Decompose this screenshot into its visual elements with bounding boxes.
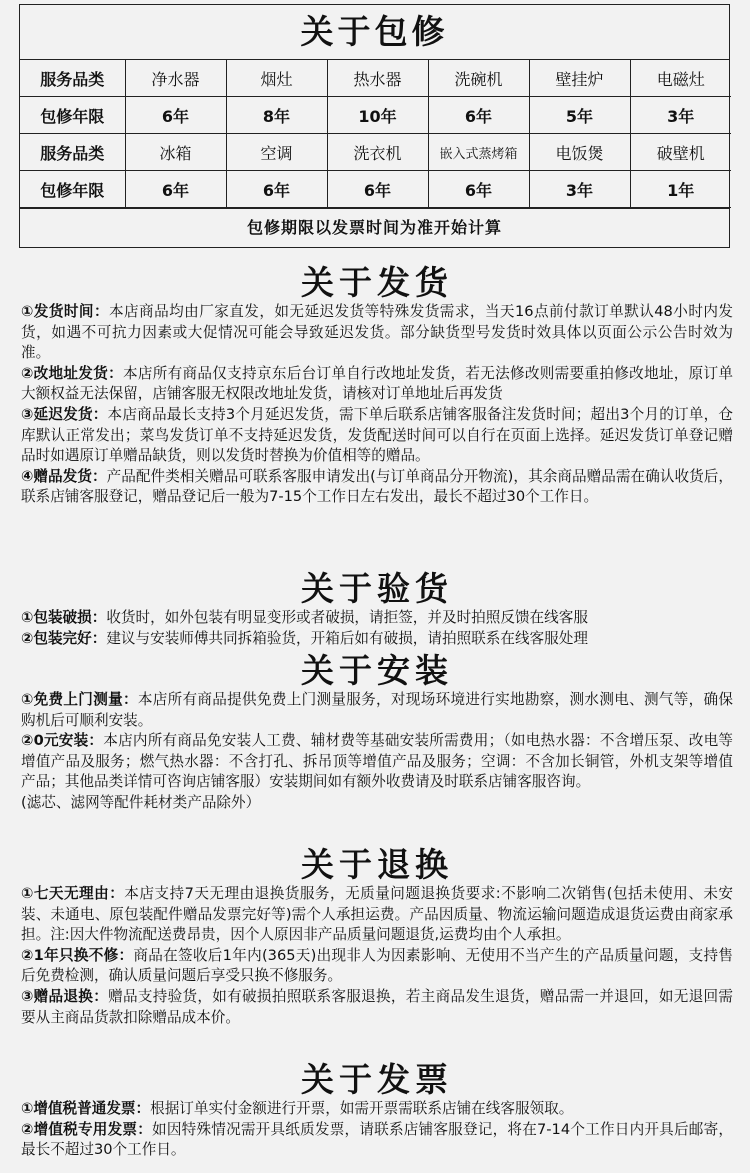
table-cell: 洗衣机 [327,134,428,171]
table-cell: 3年 [630,97,731,134]
policy-item [21,302,733,364]
shipping-section [21,264,733,508]
policy-item-label: ③延迟发货： [21,405,108,423]
policy-item [21,946,733,987]
invoice-section [21,1061,733,1161]
policy-item-text: 产品配件类相关赠品可联系客服申请发出(与订单商品分开物流)，其余商品赠品需在确认收货后，联系店铺客服登记，赠品登记后一般为7-15个工作日左右发出，最长不超过30个工作日。 [21,467,733,506]
table-cell: 5年 [529,97,630,134]
policy-item-label: ④赠品发货： [21,467,107,485]
policy-item-label: ②包装完好： [21,629,107,647]
policy-item-label: ①七天无理由： [21,885,125,902]
policy-item [21,793,733,814]
policy-item-text: 建议与安装师傅共同拆箱验货，开箱后如有破损，请拍照联系在线客服处理 [106,629,588,647]
policy-item-label: ①增值税普通发票： [21,1100,151,1117]
policy-item-text: 收货时，如外包装有明显变形或者破损，请拒签，并及时拍照反馈在线客服 [106,609,588,626]
policy-item-text: 根据订单实付金额进行开票，如需开票需联系店铺在线客服领取。 [150,1100,574,1117]
policy-item [21,731,733,793]
table-cell: 6年 [125,97,226,134]
policy-item [21,1099,733,1120]
policy-item-label: ①包装破损： [21,609,107,626]
table-cell: 6年 [226,171,327,208]
section-title: 关于发票 [301,1060,453,1099]
warranty-footer-note: 包修期限以发票时间为准开始计算 [20,208,729,247]
table-cell: 6年 [327,171,428,208]
policy-item-text: 本店所有商品提供免费上门测量服务，对现场环境进行实地勘察，测水测电、测气等，确保购机后可顺利安装。 [21,691,733,729]
policy-item-text: (滤芯、滤网等配件耗材类产品除外） [21,793,261,811]
table-cell: 壁挂炉 [529,60,630,97]
table-row [20,60,731,97]
policy-item-label: ②1年只换不修： [21,946,134,964]
policy-item [21,467,733,508]
table-cell: 热水器 [327,60,428,97]
policy-item-label: ①免费上门测量： [21,691,138,708]
table-cell: 电磁灶 [630,60,731,97]
policy-item-text: 本店所有商品仅支持京东后台订单自行改地址发货，若无法修改则需要重拍修改地址，原订单大额权益无法保留，店铺客服无权限改地址发货，请核对订单地址后再发货 [21,364,733,403]
policy-item [21,608,733,629]
policy-item [21,884,733,946]
table-cell: 3年 [529,171,630,208]
table-cell: 服务品类 [20,134,125,171]
policy-item [21,690,733,731]
policy-item-text: 本店商品均由厂家直发，如无延迟发货等特殊发货需求，当天16点前付款订单默认48小时内发货，如遇不可抗力因素或大促情况可能会导致延迟发货。部分缺货型号发货时效具体以页面公示公告时效为准。 [21,303,733,362]
policy-item [21,364,733,405]
policy-item-text: 赠品支持验货，如有破损拍照联系客服退换，若主商品发生退货，赠品需一并退回，如无退回需要从主商品货款扣除赠品成本价。 [21,987,733,1026]
policy-item [21,629,733,650]
table-cell: 6年 [125,171,226,208]
policy-item [21,405,733,467]
policy-item [21,987,733,1028]
policy-item-label: ③赠品退换： [21,987,109,1005]
table-cell: 洗碗机 [428,60,529,97]
table-row [20,97,731,134]
warranty-title: 关于包修 [20,5,729,60]
install-section [21,652,733,814]
table-cell: 冰箱 [125,134,226,171]
section-title: 关于安装 [301,651,453,690]
policy-item-label: ②增值税专用发票： [21,1120,153,1138]
warranty-table-box [19,4,730,248]
table-cell: 电饭煲 [529,134,630,171]
policy-item-text: 商品在签收后1年内(365天)出现非人为因素影响、无使用不当产生的产品质量问题，支持售后免费检测，确认质量问题后享受只换不修服务。 [21,946,733,985]
table-cell: 烟灶 [226,60,327,97]
policy-item [21,1120,733,1161]
policy-item-label: ①发货时间： [21,303,109,320]
policy-item-label: ②0元安装： [21,732,104,750]
table-cell: 6年 [428,97,529,134]
table-cell: 破壁机 [630,134,731,171]
section-title: 关于退换 [301,845,453,884]
section-title: 关于验货 [301,569,453,608]
table-row [20,134,731,171]
policy-item-text: 本店商品最长支持3个月延迟发货，需下单后联系店铺客服备注发货时间；超出3个月的订单，仓库默认正常发出；菜鸟发货订单不支持延迟发货，发货配送时间可以自行在页面上选择。延迟发货订单登记赠品时如遇原订单赠品缺货，则以发货时替换为价值相等的赠品。 [21,405,733,465]
table-cell: 包修年限 [20,97,125,134]
policy-item-text: 本店内所有商品免安装人工费、辅材费等基础安装所需费用；（如电热水器：不含增压泵、改电等增值产品及服务；燃气热水器：不含打孔、拆吊顶等增值产品及服务；空调：不含加长铜管，外机支架等增值产品；其他品类详情可咨询店铺客服）安装期间如有额外收费请及时联系店铺客服咨询。 [21,732,733,791]
policy-item-text: 本店支持7天无理由退换货服务，无质量问题退换货要求:不影响二次销售(包括未使用、未安装、未通电、原包装配件赠品发票完好等)需个人承担运费。产品因质量、物流运输问题造成退货运费由商家承担。注:因大件物流配送费昂贵，因个人原因非产品质量问题退货,运费均由个人承担。 [21,885,733,944]
policy-item-label: ②改地址发货： [21,364,123,382]
table-cell: 净水器 [125,60,226,97]
table-cell: 空调 [226,134,327,171]
inspection-section [21,570,733,649]
table-cell: 8年 [226,97,327,134]
table-cell: 服务品类 [20,60,125,97]
policy-item-text: 如因特殊情况需开具纸质发票，请联系店铺客服登记，将在7-14个工作日内开具后邮寄，最长不超过30个工作日。 [21,1120,734,1159]
table-cell: 嵌入式蒸烤箱 [428,134,529,171]
table-row [20,171,731,208]
returns-section [21,846,733,1028]
section-title: 关于发货 [301,263,453,302]
warranty-table [20,60,731,208]
table-cell: 包修年限 [20,171,125,208]
table-cell: 10年 [327,97,428,134]
table-cell: 6年 [428,171,529,208]
table-cell: 1年 [630,171,731,208]
